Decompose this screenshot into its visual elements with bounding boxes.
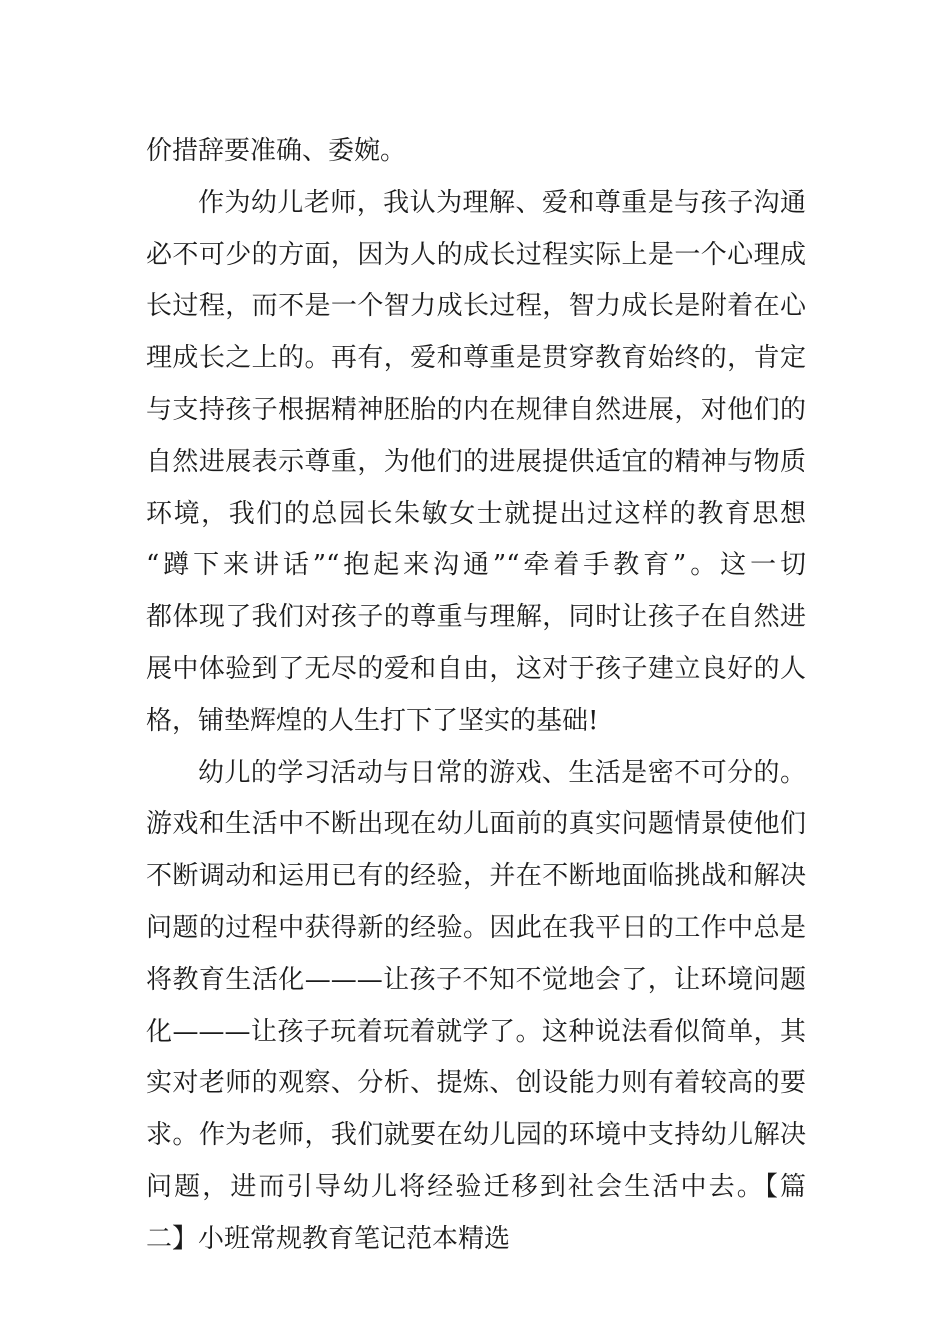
- text-line: 化———让孩子玩着玩着就学了。这种说法看似简单，其: [146, 1016, 806, 1047]
- text-line: 幼儿的学习活动与日常的游戏、生活是密不可分的。: [198, 757, 806, 788]
- text-line: 问题，进而引导幼儿将经验迁移到社会生活中去。【篇: [146, 1171, 806, 1202]
- text-line: 都体现了我们对孩子的尊重与理解，同时让孩子在自然进: [146, 602, 806, 633]
- text-line: 将教育生活化———让孩子不知不觉地会了，让环境问题: [146, 964, 806, 995]
- text-line: 二】小班常规教育笔记范本精选: [146, 1223, 511, 1254]
- text-line: 环境，我们的总园长朱敏女士就提出过这样的教育思想: [146, 498, 806, 529]
- text-line: 与支持孩子根据精神胚胎的内在规律自然进展，对他们的: [146, 394, 806, 425]
- text-line: 问题的过程中获得新的经验。因此在我平日的工作中总是: [146, 912, 806, 943]
- text-line: 作为幼儿老师，我认为理解、爱和尊重是与孩子沟通: [198, 187, 806, 218]
- body-text: [146, 126, 806, 1266]
- text-line: 实对老师的观察、分析、提炼、创设能力则有着较高的要: [146, 1068, 806, 1099]
- text-line: 必不可少的方面，因为人的成长过程实际上是一个心理成: [146, 239, 806, 270]
- text-line: “蹲下来讲话”“抱起来沟通”“牵着手教育”。这一切: [146, 550, 806, 581]
- text-line: 不断调动和运用已有的经验，并在不断地面临挑战和解决: [146, 861, 806, 892]
- text-line: 理成长之上的。再有，爱和尊重是贯穿教育始终的，肯定: [146, 343, 806, 374]
- text-line: 自然进展表示尊重，为他们的进展提供适宜的精神与物质: [146, 446, 806, 477]
- text-line: 价措辞要准确、委婉。: [146, 136, 407, 166]
- text-line: 长过程，而不是一个智力成长过程，智力成长是附着在心: [146, 291, 806, 322]
- text-line: 求。作为老师，我们就要在幼儿园的环境中支持幼儿解决: [146, 1120, 806, 1151]
- text-line: 展中体验到了无尽的爱和自由，这对于孩子建立良好的人: [146, 653, 806, 684]
- text-line: 格，铺垫辉煌的人生打下了坚实的基础!: [146, 705, 599, 736]
- text-line: 游戏和生活中不断出现在幼儿面前的真实问题情景使他们: [146, 809, 806, 840]
